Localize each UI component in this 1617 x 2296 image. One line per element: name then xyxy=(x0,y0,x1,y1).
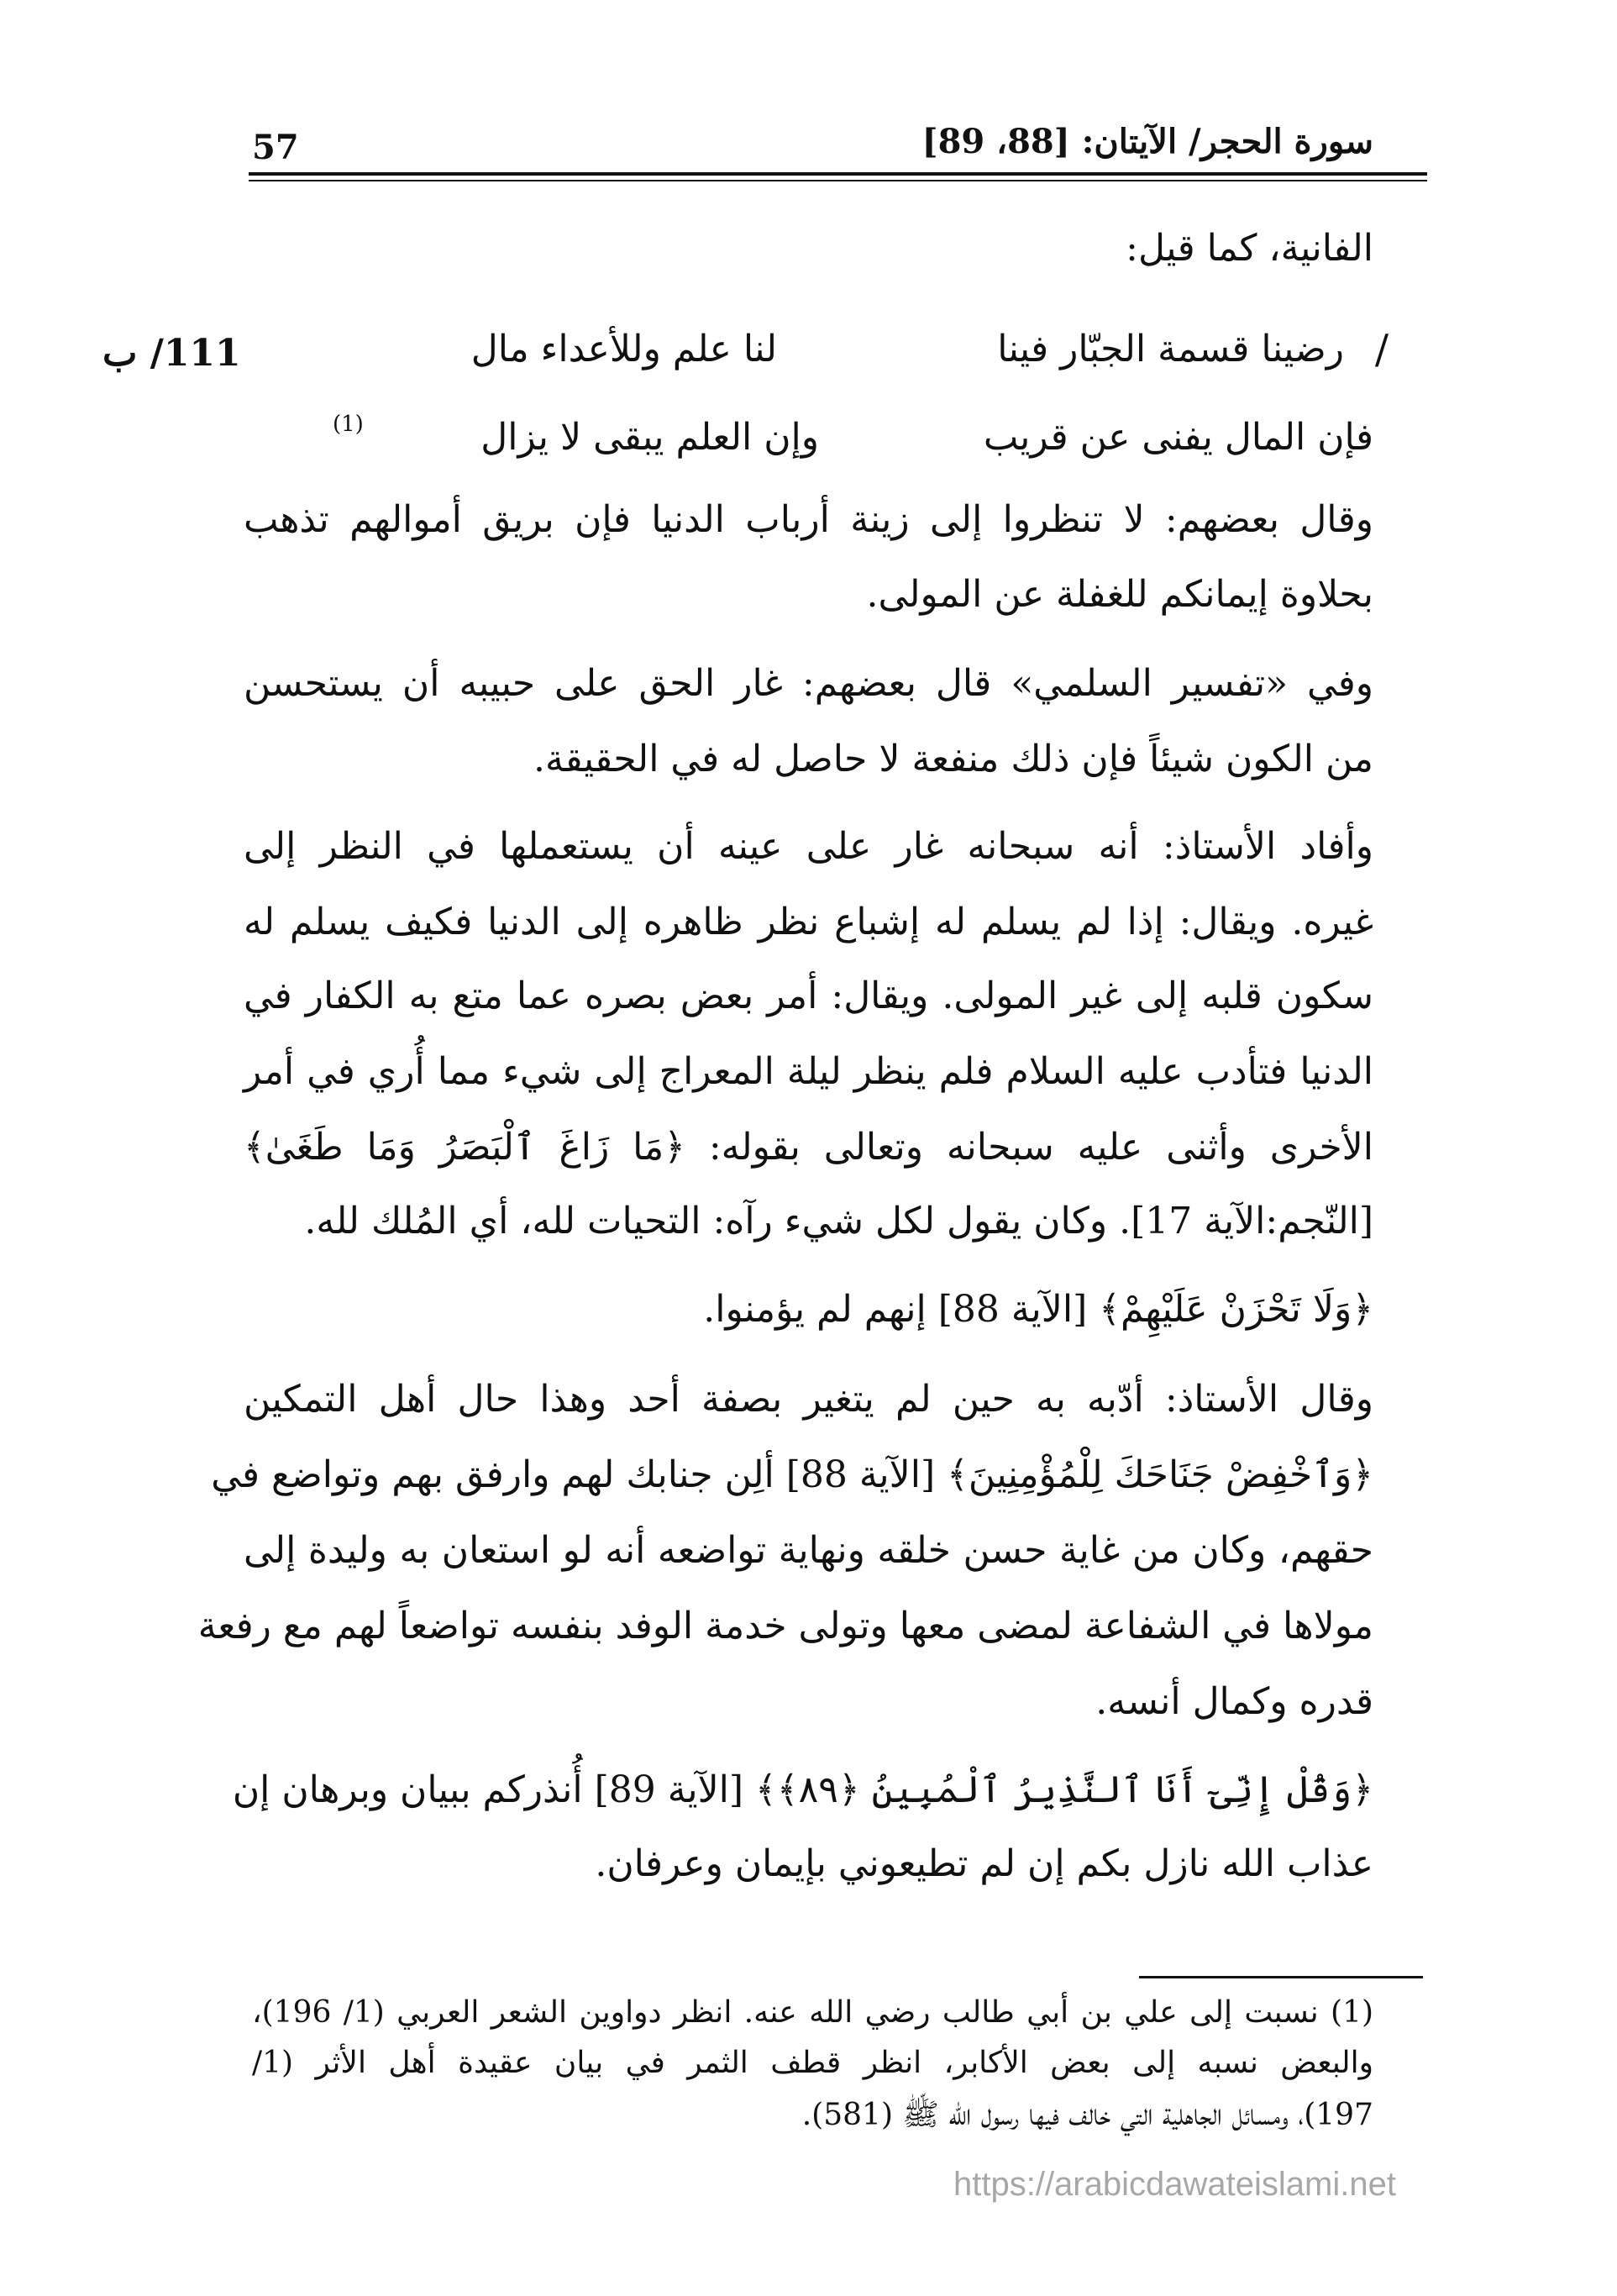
verse-hemistich: رضينا قسمة الجبّار فينا xyxy=(997,328,1344,370)
body-line: [النّجم:الآية 17]. وكان يقول لكل شيء رآه: التحيات لله، أي المُلك لله. xyxy=(304,1200,1373,1243)
running-header: سورة الحجر/ الآيتان: [88، 89] xyxy=(921,122,1373,161)
body-line: من الكون شيئاً فإن ذلك منفعة لا حاصل له في الحقيقة. xyxy=(533,738,1373,780)
body-line: الفانية، كما قيل: xyxy=(1126,227,1373,270)
verse-hemistich: وإن العلم يبقى لا يزال xyxy=(480,416,819,459)
body-line: بحلاوة إيمانكم للغفلة عن المولى. xyxy=(866,573,1373,616)
body-line: قدره وكمال أنسه. xyxy=(1095,1680,1373,1723)
verse-hemistich: لنا علم وللأعداء مال xyxy=(470,328,777,370)
body-line: وقال الأستاذ: أدّبه به حين لم يتغير بصفة أحد وهذا حال أهل التمكين xyxy=(244,1378,1373,1421)
body-line: ﴿وَلَا تَحْزَنْ عَلَيْهِمْ﴾ [الآية 88] إنهم لم يؤمنوا. xyxy=(703,1288,1373,1331)
verse-hemistich: فإن المال يفنى عن قريب xyxy=(983,416,1373,459)
body-line: مولاها في الشفاعة لمضى معها وتولى خدمة الوفد بنفسه تواضعاً لهم مع رفعة xyxy=(197,1605,1373,1647)
body-line: ﴿وَٱخْفِضْ جَنَاحَكَ لِلْمُؤْمِنِينَ﴾ [الآية 88] ألِن جنابك لهم وارفق بهم وتواضع في xyxy=(211,1453,1373,1496)
footnote-line: 197)، ومسائل الجاهلية التي خالف فيها رسول الله ﷺ (581). xyxy=(801,2098,1373,2132)
body-line: الأخرى وأثنى عليه سبحانه وتعالى بقوله: ﴿مَا زَاغَ ٱلْبَصَرُ وَمَا طَغَىٰ﴾ xyxy=(244,1126,1373,1169)
body-line: وأفاد الأستاذ: أنه سبحانه غار على عينه أن يستعملها في النظر إلى xyxy=(244,825,1373,868)
page-number: 57 xyxy=(252,128,299,167)
footnote-line: (1) نسبت إلى علي بن أبي طالب رضي الله عنه. انظر دواوين الشعر العربي (1/ 196)، xyxy=(252,1995,1373,2030)
footnote-ref: (1) xyxy=(333,412,364,437)
margin-slash: / xyxy=(1374,326,1389,373)
body-line: عذاب الله نازل بكم إن لم تطيعوني بإيمان وعرفان. xyxy=(595,1842,1373,1885)
body-line: غيره. ويقال: إذا لم يسلم له إشباع نظر ظاهره إلى الدنيا فكيف يسلم له xyxy=(244,901,1373,943)
body-line: وقال بعضهم: لا تنظروا إلى زينة أرباب الدنيا فإن بريق أموالهم تذهب xyxy=(244,498,1373,541)
watermark-url: https://arabicdawateislami.net xyxy=(953,2166,1396,2203)
header-rule xyxy=(249,172,1427,176)
body-line: الدنيا فتأدب عليه السلام فلم ينظر ليلة المعراج إلى شيء مما أُري في أمر xyxy=(244,1050,1373,1093)
header-rule-thin xyxy=(249,180,1427,181)
footnote-rule xyxy=(1139,1976,1423,1978)
folio-mark: 111/ ب xyxy=(102,332,241,375)
body-line: ﴿وَقُلْ إِنِّىٓ أَنَا ٱلنَّذِيرُ ٱلْمُبِينُ ﴿٨٩﴾﴾ [الآية 89] أُنذركم ببيان وبرهان إن xyxy=(232,1768,1373,1811)
body-line: سكون قلبه إلى غير المولى. ويقال: أمر بعض بصره عما متع به الكفار في xyxy=(244,975,1373,1017)
body-line: وفي «تفسير السلمي» قال بعضهم: غار الحق على حبيبه أن يستحسن xyxy=(244,662,1373,705)
body-line: حقهم، وكان من غاية حسن خلقه ونهاية تواضعه أنه لو استعان به وليدة إلى xyxy=(244,1529,1373,1572)
footnote-line: والبعض نسبه إلى بعض الأكابر، انظر قطف الثمر في بيان عقيدة أهل الأثر (1/ xyxy=(252,2046,1373,2080)
